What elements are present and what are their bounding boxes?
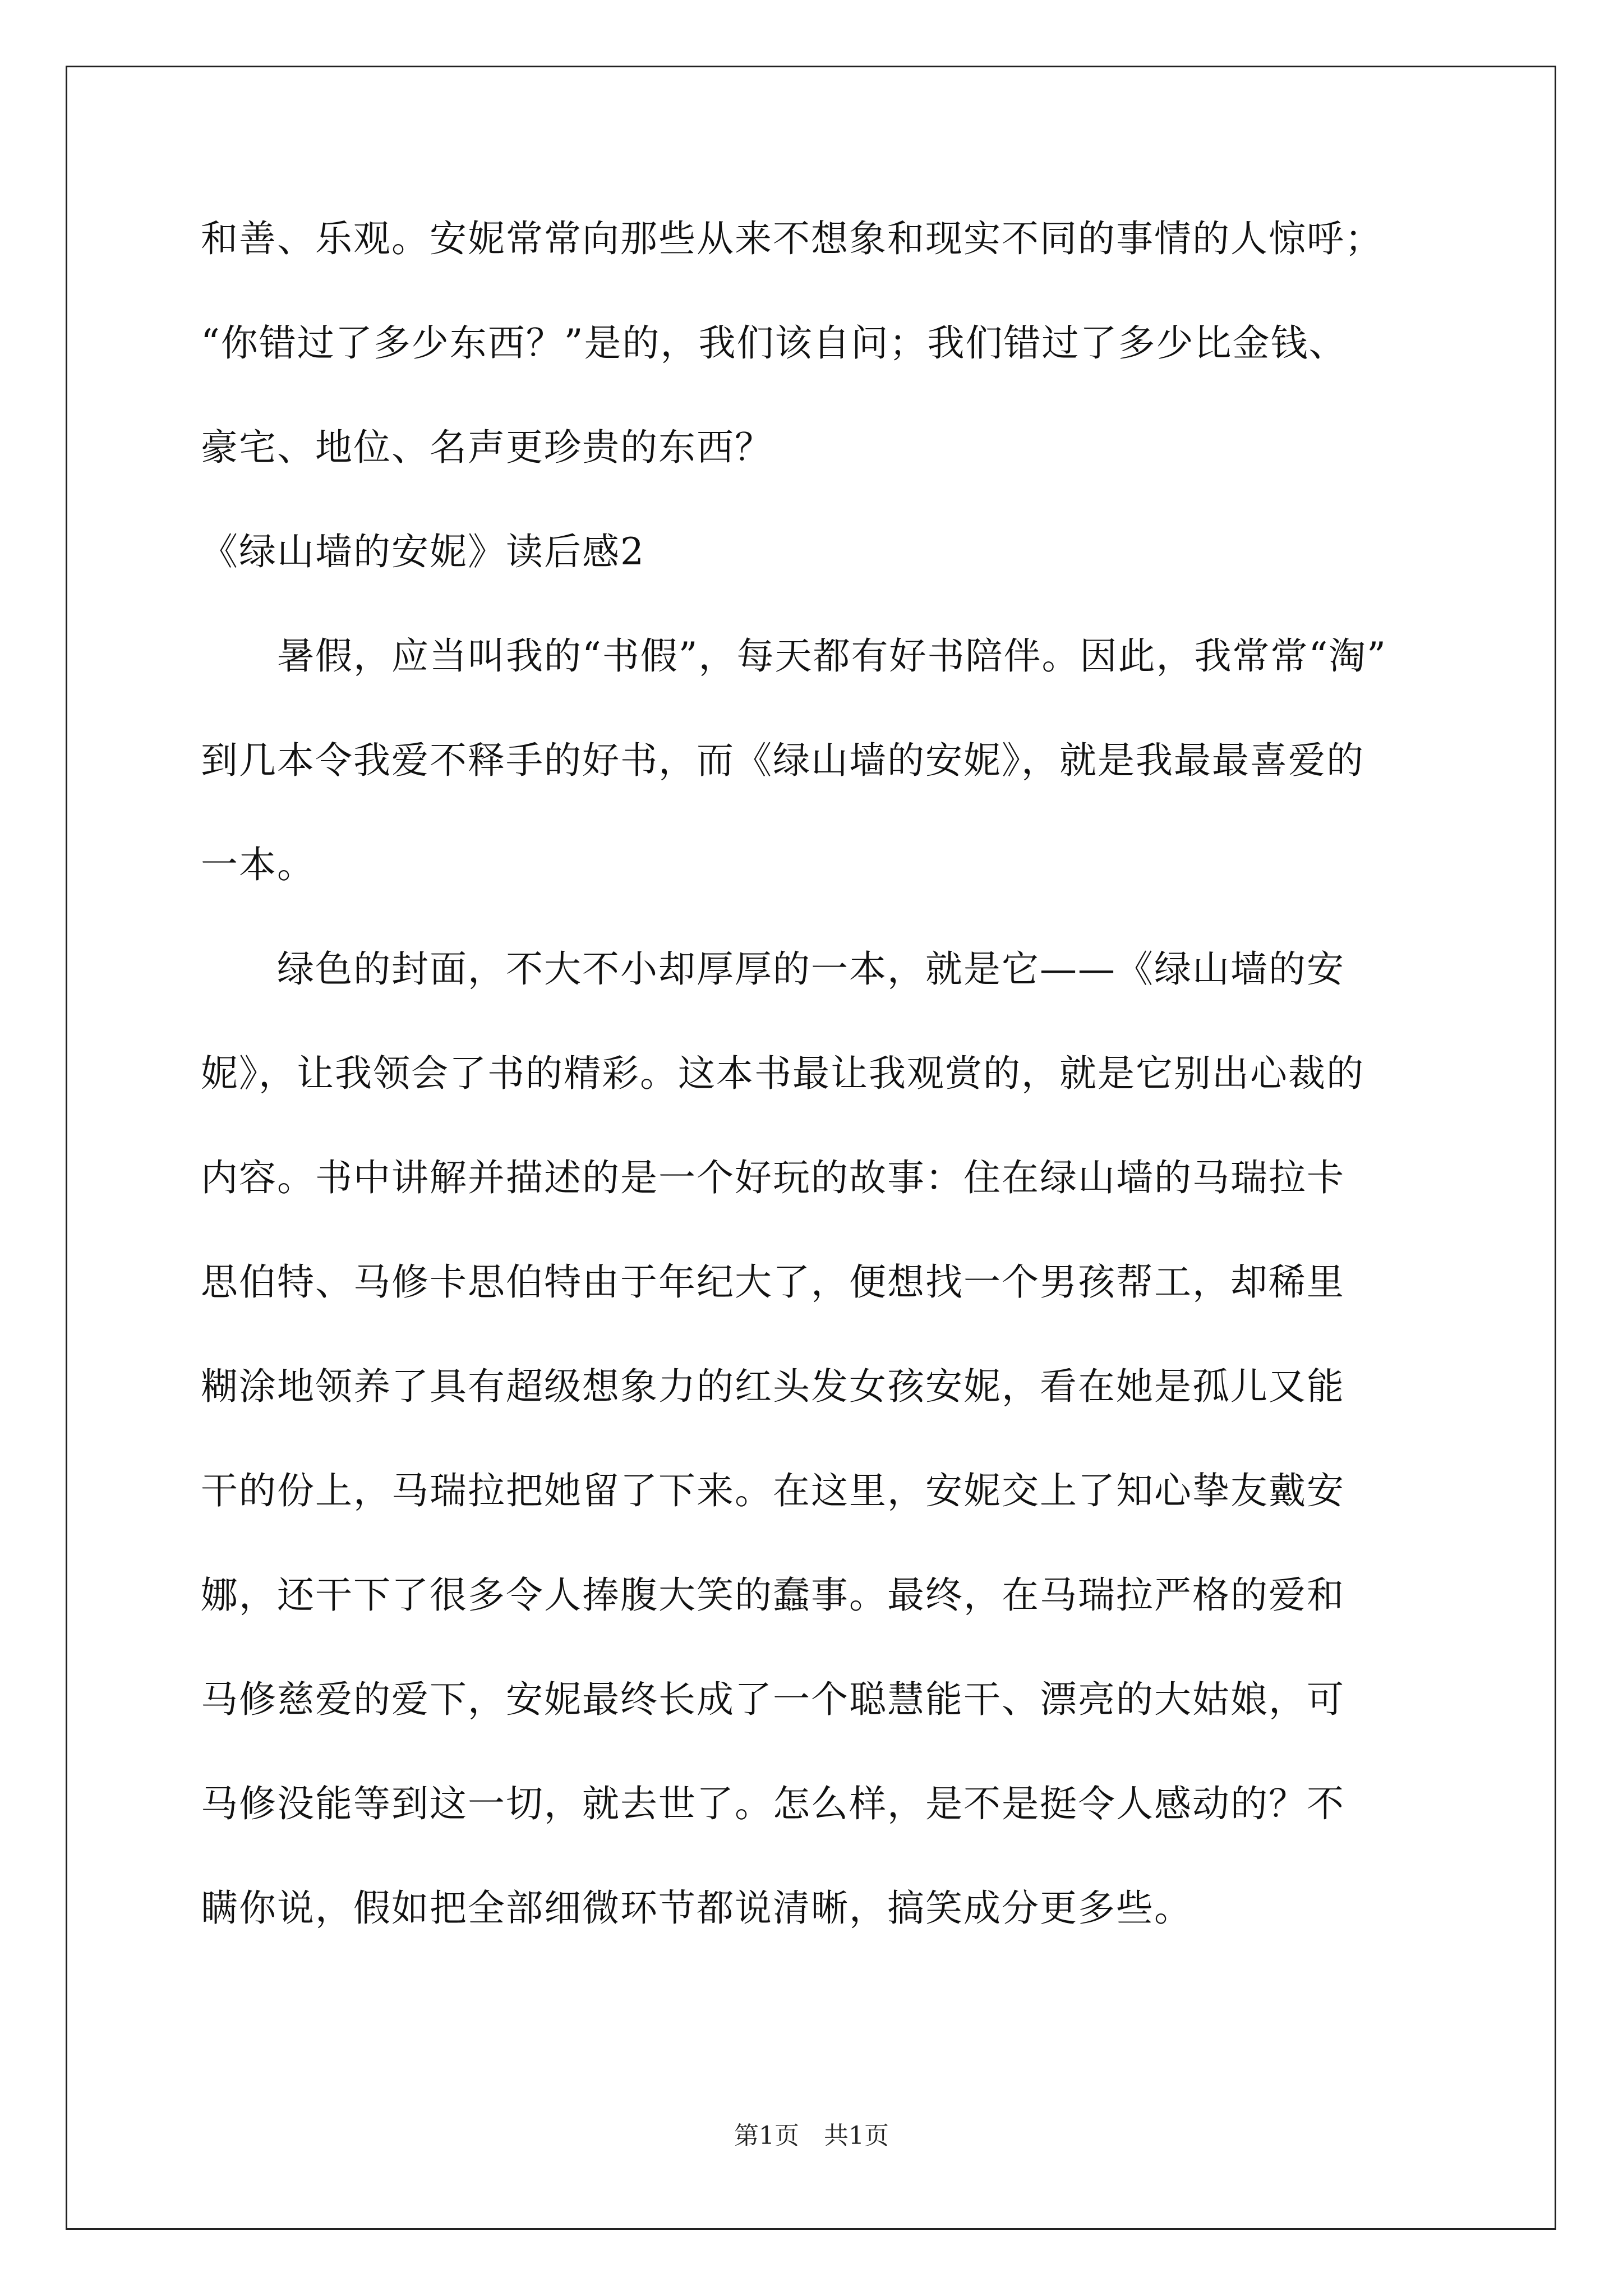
text-line: 瞒你说，假如把全部细微环节都说清晰，搞笑成分更多些。 <box>201 1887 1192 1930</box>
text-line: 思伯特、马修卡思伯特由于年纪大了，便想找一个男孩帮工，却稀里 <box>201 1260 1345 1304</box>
document-body <box>201 212 1429 1935</box>
text-line: 暑假，应当叫我的“书假”，每天都有好书陪伴。因此，我常常“淘” <box>201 634 1387 678</box>
text-line: 一本。 <box>201 843 315 886</box>
text-line: 内容。书中讲解并描述的是一个好玩的故事：住在绿山墙的马瑞拉卡 <box>201 1156 1345 1199</box>
text-line: 马修没能等到这一切，就去世了。怎么样，是不是挺令人感动的？不 <box>201 1782 1345 1825</box>
text-line: 马修慈爱的爱下，安妮最终长成了一个聪慧能干、漂亮的大姑娘，可 <box>201 1678 1345 1721</box>
text-line: 绿色的封面，不大不小却厚厚的一本，就是它——《绿山墙的安 <box>201 947 1345 991</box>
text-line: 干的份上，马瑞拉把她留了下来。在这里，安妮交上了知心挚友戴安 <box>201 1469 1345 1512</box>
text-line: “你错过了多少东西？”是的，我们该自问；我们错过了多少比金钱、 <box>201 321 1347 365</box>
section-heading: 《绿山墙的安妮》读后感2 <box>201 530 645 573</box>
text-line: 豪宅、地位、名声更珍贵的东西？ <box>201 426 773 469</box>
text-line: 到几本令我爱不释手的好书，而《绿山墙的安妮》，就是我最最喜爱的 <box>201 739 1364 782</box>
page-number: 第1页 共1页 <box>734 2122 889 2150</box>
text-line: 糊涂地领养了具有超级想象力的红头发女孩安妮，看在她是孤儿又能 <box>201 1365 1345 1408</box>
text-line: 娜，还干下了很多令人捧腹大笑的蠢事。最终，在马瑞拉严格的爱和 <box>201 1573 1345 1617</box>
text-line: 妮》，让我领会了书的精彩。这本书最让我观赏的，就是它别出心裁的 <box>201 1052 1364 1095</box>
text-line: 和善、乐观。安妮常常向那些从来不想象和现实不同的事情的人惊呼； <box>201 217 1383 260</box>
